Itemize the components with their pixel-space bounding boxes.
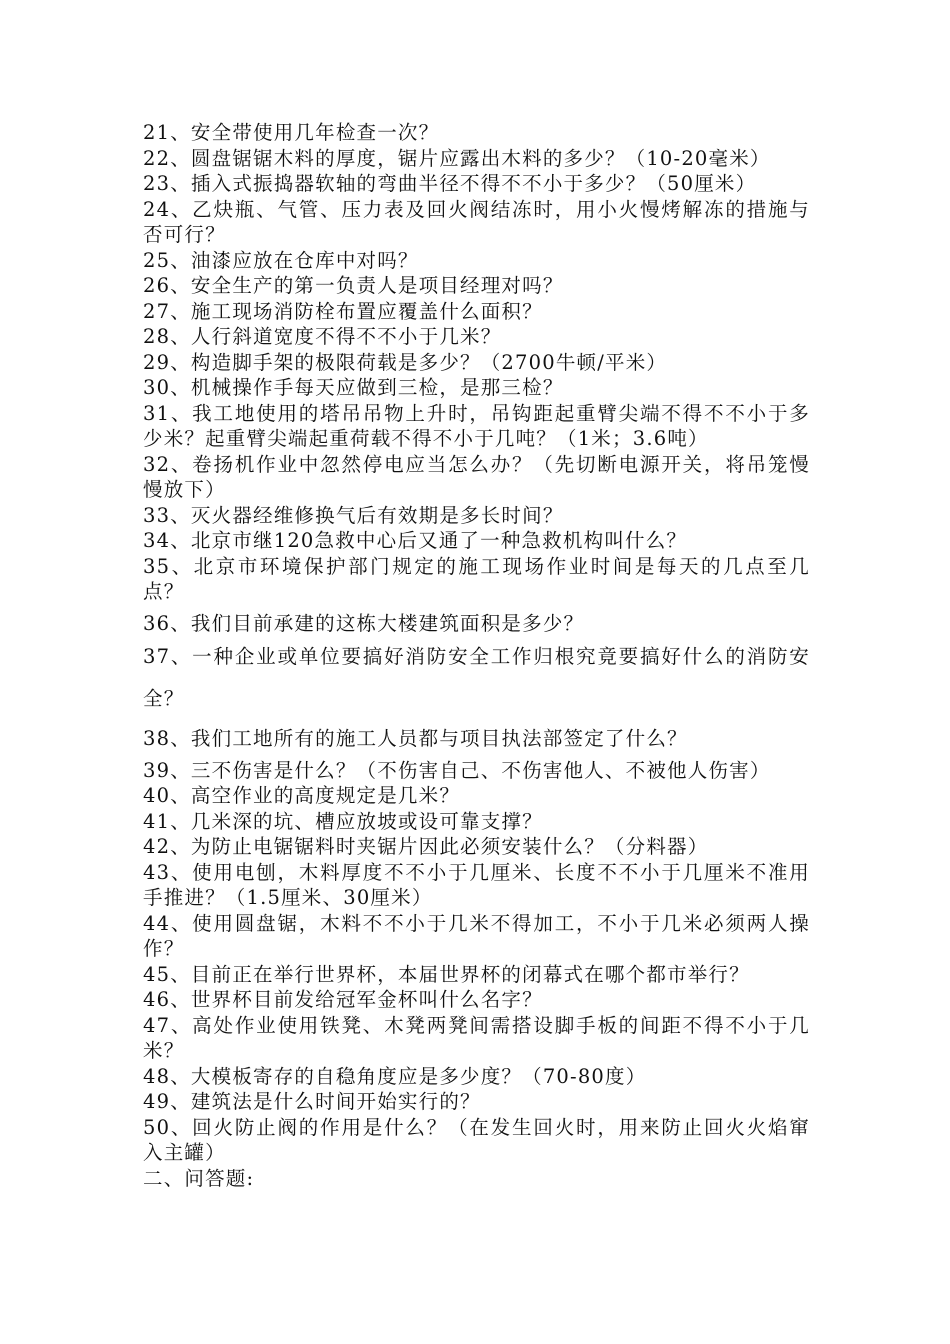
question-38: 38、我们工地所有的施工人员都与项目执法部签定了什么？	[143, 727, 688, 750]
question-21: 21、安全带使用几年检查一次？	[143, 121, 440, 144]
question-30: 30、机械操作手每天应做到三检，是那三检？	[143, 376, 564, 399]
question-33: 33、灭火器经维修换气后有效期是多长时间？	[143, 503, 564, 527]
question-34: 34、北京市继120急救中心后又通了一种急救机构叫什么？	[143, 529, 688, 552]
question-47: 47、高处作业使用铁凳、木凳两凳间需搭设脚手板的间距不得不小于几米？	[143, 1013, 810, 1062]
question-40: 40、高空作业的高度规定是几米？	[143, 784, 461, 807]
question-45: 45、目前正在举行世界杯，本届世界杯的闭幕式在哪个都市举行？	[143, 962, 750, 986]
section-heading: 二、问答题:	[143, 1166, 255, 1190]
question-25: 25、油漆应放在仓库中对吗？	[143, 248, 419, 272]
question-26: 26、安全生产的第一负责人是项目经理对吗？	[143, 274, 564, 297]
question-31: 31、我工地使用的塔吊吊物上升时，吊钩距起重臂尖端不得不不小于多少米？起重臂尖端起重荷载不得不小于几吨？（1米；3.6吨）	[143, 401, 810, 450]
question-39: 39、三不伤害是什么？（不伤害自己、不伤害他人、不被他人伤害）	[143, 758, 771, 782]
question-44: 44、使用圆盘锯，木料不不小于几米不得加工，不小于几米必须两人操作？	[143, 911, 810, 960]
question-41: 41、几米深的坑、槽应放坡或设可靠支撑？	[143, 809, 543, 833]
question-23: 23、插入式振捣器软轴的弯曲半径不得不不小于多少？（50厘米）	[143, 172, 757, 195]
question-27: 27、施工现场消防栓布置应覆盖什么面积？	[143, 299, 543, 323]
question-46: 46、世界杯目前发给冠军金杯叫什么名字？	[143, 988, 543, 1011]
question-42: 42、为防止电锯锯料时夹锯片因此必须安装什么？（分料器）	[143, 835, 709, 858]
question-list	[143, 120, 810, 1191]
question-35: 35、北京市环境保护部门规定的施工现场作业时间是每天的几点至几点？	[143, 554, 810, 603]
question-43: 43、使用电刨，木料厚度不不小于几厘米、长度不不小于几厘米不准用手推进？（1.5厘米、30厘米）	[143, 860, 810, 909]
question-50: 50、回火防止阀的作用是什么？（在发生回火时，用来防止回火火焰窜入主罐）	[143, 1115, 810, 1164]
question-24: 24、乙炔瓶、气管、压力表及回火阀结冻时，用小火慢烤解冻的措施与否可行？	[143, 197, 810, 246]
question-49: 49、建筑法是什么时间开始实行的？	[143, 1090, 481, 1113]
question-37: 37、一种企业或单位要搞好消防安全工作归根究竟要搞好什么的消防安全？	[143, 645, 810, 710]
question-32: 32、卷扬机作业中忽然停电应当怎么办？（先切断电源开关，将吊笼慢慢放下）	[143, 452, 810, 501]
question-29: 29、构造脚手架的极限荷载是多少？（2700牛顿/平米）	[143, 350, 668, 374]
question-48: 48、大模板寄存的自稳角度应是多少度？（70-80度）	[143, 1064, 647, 1088]
question-36: 36、我们目前承建的这栋大楼建筑面积是多少？	[143, 611, 585, 635]
question-22: 22、圆盘锯锯木料的厚度，锯片应露出木料的多少？（10-20毫米）	[143, 146, 771, 170]
question-28: 28、人行斜道宽度不得不不小于几米？	[143, 325, 502, 348]
